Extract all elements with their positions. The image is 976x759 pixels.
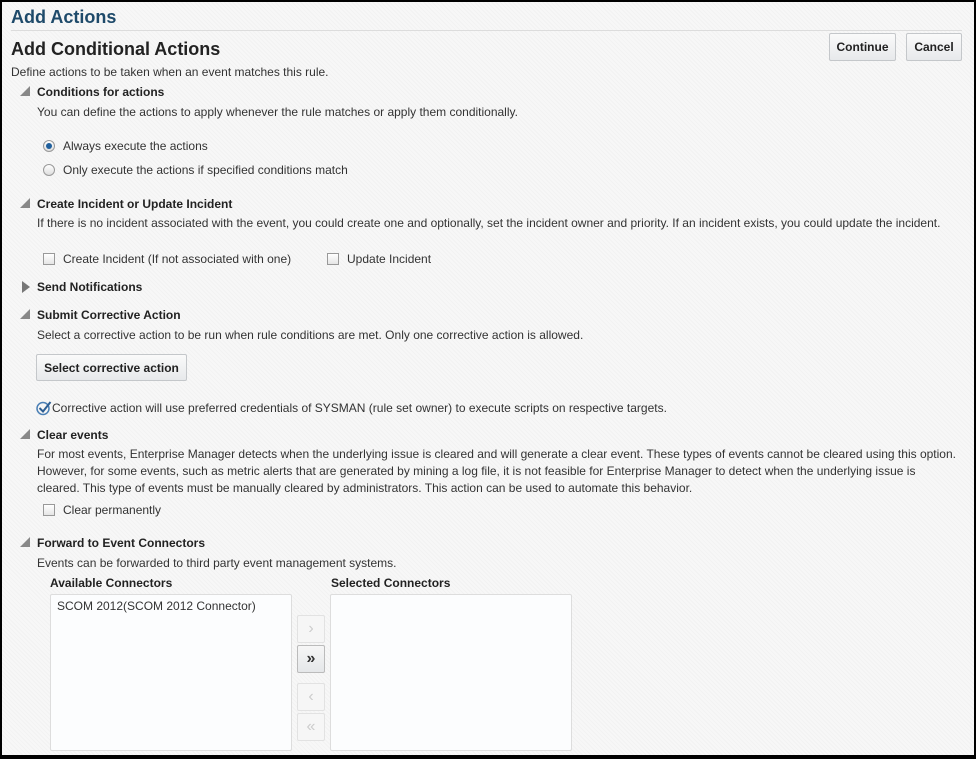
update-incident-checkbox[interactable] (327, 253, 339, 265)
corrective-text: Select a corrective action to be run when rule conditions are met. Only one corrective action is allowed. (37, 328, 584, 342)
clear-permanently-checkbox[interactable] (43, 504, 55, 516)
collapse-triangle-icon[interactable] (20, 309, 30, 319)
available-connectors-label: Available Connectors (50, 576, 173, 590)
conditions-header[interactable]: Conditions for actions (37, 85, 165, 99)
page-description: Define actions to be taken when an event matches this rule. (11, 65, 329, 79)
checkbox-label: Update Incident (347, 252, 432, 266)
available-connectors-list[interactable] (50, 594, 292, 751)
list-item[interactable]: SCOM 2012(SCOM 2012 Connector) (57, 599, 256, 613)
corrective-header[interactable]: Submit Corrective Action (37, 308, 181, 322)
select-corrective-action-button[interactable]: Select corrective action (36, 354, 187, 381)
checkbox-label: Clear permanently (63, 503, 162, 517)
check-circle-icon (36, 400, 52, 416)
clear-events-header[interactable]: Clear events (37, 428, 109, 442)
forward-header[interactable]: Forward to Event Connectors (37, 536, 206, 550)
radio-label: Only execute the actions if specified conditions match (63, 163, 348, 177)
divider (11, 30, 962, 31)
remove-all-button[interactable]: « (297, 713, 325, 741)
conditions-text: You can define the actions to apply whenever the rule matches or apply them conditionally. (37, 105, 518, 119)
collapse-triangle-icon[interactable] (20, 86, 30, 96)
notifications-header[interactable]: Send Notifications (37, 280, 143, 294)
radio-always-execute[interactable] (43, 140, 55, 152)
selected-connectors-list[interactable] (330, 594, 572, 751)
expand-triangle-icon[interactable] (22, 281, 30, 293)
incident-header[interactable]: Create Incident or Update Incident (37, 197, 233, 211)
incident-text: If there is no incident associated with the event, you could create one and optionally, set the incident owner and priority. If an incident exists, you could update the incident. (37, 216, 941, 230)
page-title: Add Actions (11, 7, 117, 27)
collapse-triangle-icon[interactable] (20, 429, 30, 439)
checkbox-label: Create Incident (If not associated with one) (63, 252, 292, 266)
clear-events-text: For most events, Enterprise Manager detects when the underlying issue is cleared and will generate a clear event. These types of events cannot be cleared using this option. However, for some events, such as metric alerts that are generated by mining a log file, it is not feasible for Enterprise Manager to detect when the underlying issue is cleared. This type of events must be manually cleared by administrators. This action can be used to automate this behavior. (37, 447, 956, 495)
radio-label: Always execute the actions (63, 139, 208, 153)
remove-button[interactable]: ‹ (297, 683, 325, 711)
collapse-triangle-icon[interactable] (20, 198, 30, 208)
continue-button[interactable]: Continue (829, 33, 896, 61)
forward-text: Events can be forwarded to third party event management systems. (37, 556, 397, 570)
create-incident-checkbox[interactable] (43, 253, 55, 265)
cancel-button[interactable]: Cancel (906, 33, 962, 61)
move-button[interactable]: › (297, 615, 325, 643)
section-title: Add Conditional Actions (11, 39, 221, 59)
move-all-button[interactable]: » (297, 645, 325, 673)
collapse-triangle-icon[interactable] (20, 537, 30, 547)
selected-connectors-label: Selected Connectors (331, 576, 451, 590)
corrective-note: Corrective action will use preferred credentials of SYSMAN (rule set owner) to execute scripts on respective targets. (52, 401, 667, 415)
radio-conditional-execute[interactable] (43, 164, 55, 176)
